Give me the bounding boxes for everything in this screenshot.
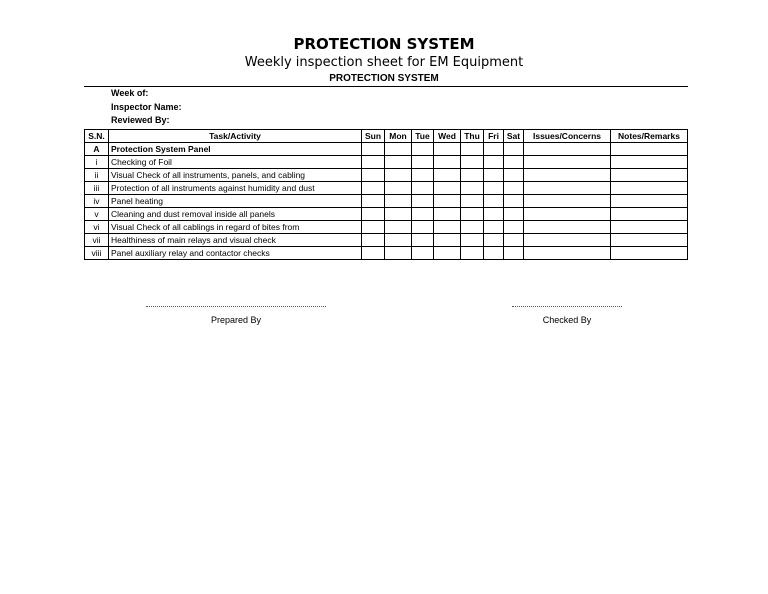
cell-wed[interactable]: [434, 182, 461, 195]
cell-fri[interactable]: [484, 156, 504, 169]
cell-mon[interactable]: [385, 208, 412, 221]
cell-sun[interactable]: [362, 182, 385, 195]
cell-issues[interactable]: [524, 247, 611, 260]
checked-by-signature-line: [512, 306, 622, 307]
cell-sun[interactable]: [362, 169, 385, 182]
row-sn: iii: [85, 182, 109, 195]
cell-fri[interactable]: [484, 208, 504, 221]
cell-sun[interactable]: [362, 143, 385, 156]
cell-tue[interactable]: [412, 143, 434, 156]
section-title: PROTECTION SYSTEM: [329, 73, 439, 84]
cell-issues[interactable]: [524, 156, 611, 169]
cell-mon[interactable]: [385, 234, 412, 247]
table-row: [85, 221, 688, 234]
cell-fri[interactable]: [484, 143, 504, 156]
cell-mon[interactable]: [385, 143, 412, 156]
cell-mon[interactable]: [385, 247, 412, 260]
cell-notes[interactable]: [611, 195, 688, 208]
cell-sat[interactable]: [504, 247, 524, 260]
cell-fri[interactable]: [484, 247, 504, 260]
cell-wed[interactable]: [434, 208, 461, 221]
cell-fri[interactable]: [484, 221, 504, 234]
row-task: Visual Check of all instruments, panels, and cabling: [109, 169, 362, 182]
cell-sun[interactable]: [362, 208, 385, 221]
table-header-row: [85, 130, 688, 143]
cell-thu[interactable]: [461, 234, 484, 247]
row-sn: vi: [85, 221, 109, 234]
row-sn: viii: [85, 247, 109, 260]
row-sn: v: [85, 208, 109, 221]
page-subtitle: Weekly inspection sheet for EM Equipment: [244, 55, 524, 70]
cell-sat[interactable]: [504, 221, 524, 234]
cell-notes[interactable]: [611, 143, 688, 156]
cell-thu[interactable]: [461, 247, 484, 260]
cell-tue[interactable]: [412, 221, 434, 234]
cell-notes[interactable]: [611, 169, 688, 182]
cell-issues[interactable]: [524, 221, 611, 234]
checked-by-label: Checked By: [542, 315, 592, 325]
row-task: Protection of all instruments against humidity and dust: [109, 182, 362, 195]
cell-mon[interactable]: [385, 182, 412, 195]
cell-tue[interactable]: [412, 208, 434, 221]
col-issues-header: Issues/Concerns: [524, 130, 611, 143]
row-sn: vii: [85, 234, 109, 247]
row-sn: iv: [85, 195, 109, 208]
cell-issues[interactable]: [524, 169, 611, 182]
cell-fri[interactable]: [484, 234, 504, 247]
cell-sat[interactable]: [504, 234, 524, 247]
row-sn: A: [85, 143, 109, 156]
cell-mon[interactable]: [385, 221, 412, 234]
row-task: Protection System Panel: [109, 143, 362, 156]
row-task: Healthiness of main relays and visual check: [109, 234, 362, 247]
table-row-section: [85, 143, 688, 156]
cell-tue[interactable]: [412, 156, 434, 169]
cell-issues[interactable]: [524, 195, 611, 208]
cell-notes[interactable]: [611, 221, 688, 234]
cell-tue[interactable]: [412, 182, 434, 195]
cell-notes[interactable]: [611, 156, 688, 169]
prepared-by-signature-line: [146, 306, 326, 307]
table-row: [85, 169, 688, 182]
inspector-name-label: Inspector Name:: [111, 102, 182, 112]
cell-thu[interactable]: [461, 195, 484, 208]
cell-wed[interactable]: [434, 156, 461, 169]
row-task: Visual Check of all cablings in regard of bites from: [109, 221, 362, 234]
cell-sat[interactable]: [504, 208, 524, 221]
cell-sat[interactable]: [504, 182, 524, 195]
table-row: [85, 234, 688, 247]
cell-wed[interactable]: [434, 195, 461, 208]
cell-thu[interactable]: [461, 221, 484, 234]
page-title: PROTECTION SYSTEM: [293, 35, 475, 53]
cell-fri[interactable]: [484, 169, 504, 182]
week-of-label: Week of:: [111, 88, 149, 98]
cell-tue[interactable]: [412, 234, 434, 247]
col-thu-header: Thu: [461, 130, 484, 143]
table-row: [85, 208, 688, 221]
cell-sat[interactable]: [504, 195, 524, 208]
cell-issues[interactable]: [524, 143, 611, 156]
row-task: Cleaning and dust removal inside all panels: [109, 208, 362, 221]
cell-notes[interactable]: [611, 208, 688, 221]
reviewed-by-label: Reviewed By:: [111, 115, 170, 125]
row-sn: i: [85, 156, 109, 169]
cell-sat[interactable]: [504, 156, 524, 169]
header-divider: [84, 86, 688, 87]
row-task: Panel heating: [109, 195, 362, 208]
col-sun-header: Sun: [362, 130, 385, 143]
cell-wed[interactable]: [434, 169, 461, 182]
cell-mon[interactable]: [385, 156, 412, 169]
table-row: [85, 195, 688, 208]
cell-sat[interactable]: [504, 169, 524, 182]
cell-mon[interactable]: [385, 195, 412, 208]
cell-sun[interactable]: [362, 156, 385, 169]
cell-issues[interactable]: [524, 208, 611, 221]
cell-fri[interactable]: [484, 182, 504, 195]
cell-wed[interactable]: [434, 247, 461, 260]
table-row: [85, 156, 688, 169]
cell-sun[interactable]: [362, 234, 385, 247]
cell-thu[interactable]: [461, 182, 484, 195]
cell-tue[interactable]: [412, 169, 434, 182]
cell-sat[interactable]: [504, 143, 524, 156]
row-task: Checking of Foil: [109, 156, 362, 169]
cell-thu[interactable]: [461, 169, 484, 182]
row-task: Panel auxiliary relay and contactor checks: [109, 247, 362, 260]
cell-sun[interactable]: [362, 221, 385, 234]
cell-notes[interactable]: [611, 247, 688, 260]
cell-tue[interactable]: [412, 195, 434, 208]
cell-wed[interactable]: [434, 221, 461, 234]
cell-fri[interactable]: [484, 195, 504, 208]
col-fri-header: Fri: [484, 130, 504, 143]
cell-notes[interactable]: [611, 234, 688, 247]
cell-wed[interactable]: [434, 234, 461, 247]
cell-notes[interactable]: [611, 182, 688, 195]
col-mon-header: Mon: [385, 130, 412, 143]
cell-thu[interactable]: [461, 143, 484, 156]
table-row: [85, 182, 688, 195]
cell-sun[interactable]: [362, 195, 385, 208]
cell-issues[interactable]: [524, 234, 611, 247]
cell-sun[interactable]: [362, 247, 385, 260]
col-tue-header: Tue: [412, 130, 434, 143]
cell-thu[interactable]: [461, 156, 484, 169]
col-sn-header: S.N.: [85, 130, 109, 143]
cell-mon[interactable]: [385, 169, 412, 182]
prepared-by-label: Prepared By: [210, 315, 262, 325]
cell-tue[interactable]: [412, 247, 434, 260]
row-sn: ii: [85, 169, 109, 182]
col-notes-header: Notes/Remarks: [611, 130, 688, 143]
table-row: [85, 247, 688, 260]
cell-thu[interactable]: [461, 208, 484, 221]
col-wed-header: Wed: [434, 130, 461, 143]
cell-wed[interactable]: [434, 143, 461, 156]
col-sat-header: Sat: [504, 130, 524, 143]
col-task-header: Task/Activity: [109, 130, 362, 143]
inspection-table: [84, 129, 688, 260]
cell-issues[interactable]: [524, 182, 611, 195]
